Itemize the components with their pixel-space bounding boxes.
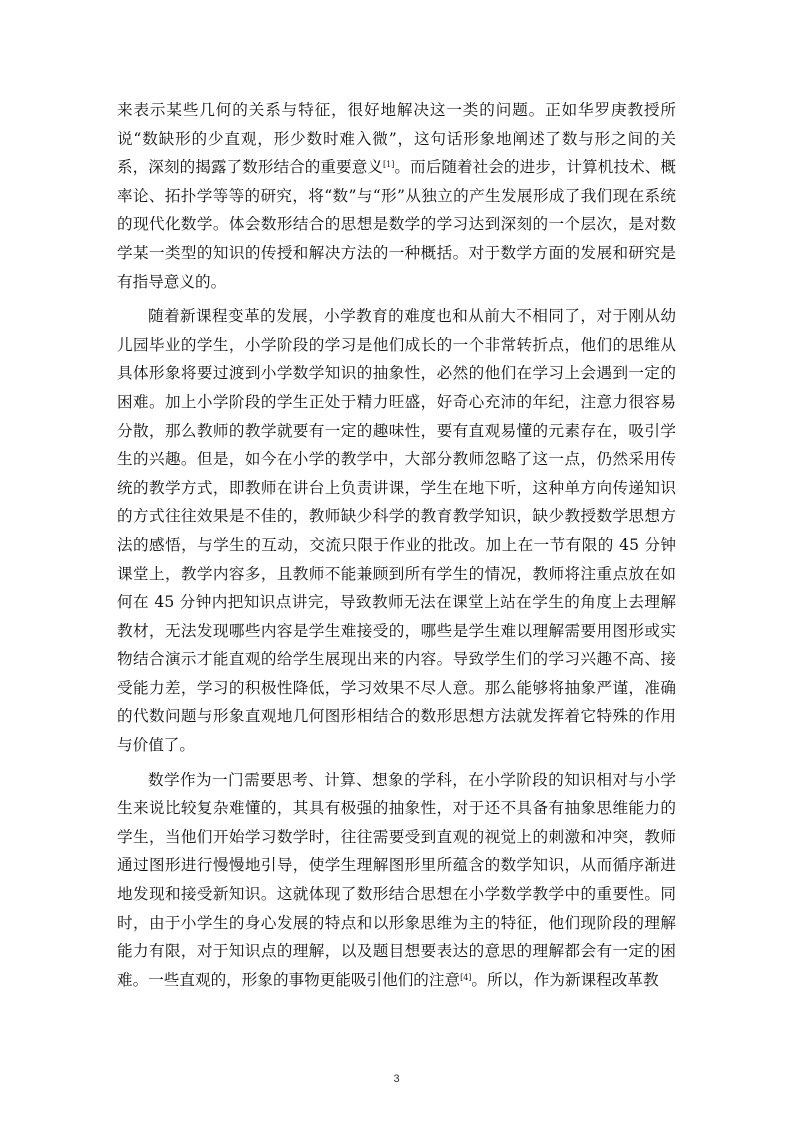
paragraph-1-text-b: 。而后随着社会的进步，计算机技术、概率论、拓扑学等等的研究，将“数”与“形”从独立的产生发展形成了我们现在系统的现代化数学。体会数形结合的思想是数学的学习达到深刻的一个层次，是对数学某一类型的知识的传授和解决方法的一种概括。对于数学方面的发展和研究是有指导意义的。 xyxy=(117,158,676,291)
paragraph-1-text-a: 来表示某些几何的关系与特征，很好地解决这一类的问题。正如华罗庚教授所说“数缺形的少直观，形少数时难入微”，这句话形象地阐述了数与形之间的关系，深刻的揭露了数形结合的重要意义 xyxy=(117,101,676,177)
paragraph-1 xyxy=(117,96,676,296)
citation-ref-4: [4] xyxy=(460,972,472,982)
document-page xyxy=(117,96,676,994)
paragraph-3 xyxy=(117,766,676,995)
page-number: 3 xyxy=(393,1073,400,1085)
paragraph-2 xyxy=(117,302,676,760)
citation-ref-1: [1] xyxy=(383,160,395,170)
paragraph-2-text: 随着新课程变革的发展，小学教育的难度也和从前大不相同了，对于刚从幼儿园毕业的学生，小学阶段的学习是他们成长的一个非常转折点，他们的思维从具体形象将要过渡到小学数学知识的抽象性，必然的他们在学习上会遇到一定的困难。加上小学阶段的学生正处于精力旺盛，好奇心充沛的年纪，注意力很容易分散，那么教师的教学就要有一定的趣味性，要有直观易懂的元素存在，吸引学生的兴趣。但是，如今在小学的教学中，大部分教师忽略了这一点，仍然采用传统的教学方式，即教师在讲台上负责讲课，学生在地下听，这种单方向传递知识的方式往往效果是不佳的，教师缺少科学的教育教学知识，缺少教授数学思想方法的感悟，与学生的互动，交流只限于作业的批改。加上在一节有限的 45 分钟课堂上，教学内容多，且教师不能兼顾到所有学生的情况，教师将注重点放在如何在 45 分钟内把知识点讲完，导致教师无法在课堂上站在学生的角度上去理解教材，无法发现哪些内容是学生难接受的，哪些是学生难以理解需要用图形或实物结合演示才能直观的给学生展现出来的内容。导致学生们的学习兴趣不高、接受能力差，学习的积极性降低，学习效果不尽人意。那么能够将抽象严谨，准确的代数问题与形象直观地几何图形相结合的数形思想方法就发挥着它特殊的作用与价值了。 xyxy=(117,307,676,755)
paragraph-3-text-b: 。所以，作为新课程改革教 xyxy=(471,970,659,989)
paragraph-3-text-a: 数学作为一门需要思考、计算、想象的学科，在小学阶段的知识相对与小学生来说比较复杂难懂的，其具有极强的抽象性，对于还不具备有抽象思维能力的学生，当他们开始学习数学时，往往需要受到直观的视觉上的刺激和冲突，教师通过图形进行慢慢地引导，使学生理解图形里所蕴含的数学知识，从而循序渐进地发现和接受新知识。这就体现了数形结合思想在小学数学教学中的重要性。同时，由于小学生的身心发展的特点和以形象思维为主的特征，他们现阶段的理解能力有限，对于知识点的理解，以及题目想要表达的意思的理解都会有一定的困难。一些直观的，形象的事物更能吸引他们的注意 xyxy=(117,770,676,989)
